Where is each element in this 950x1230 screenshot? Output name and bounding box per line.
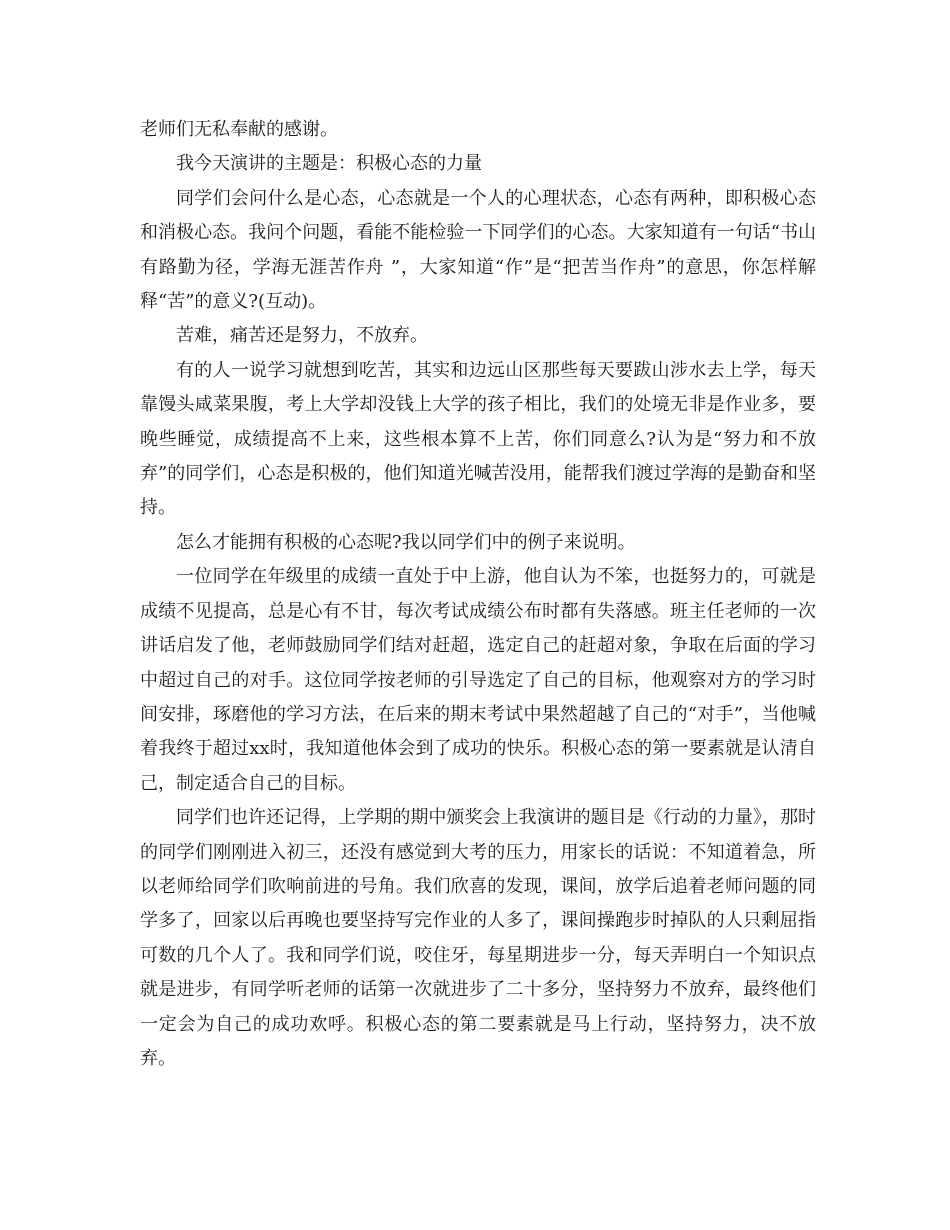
paragraph: 同学们会问什么是心态，心态就是一个人的心理状态，心态有两种，即积极心态和消极心态。我问个问题，看能不能检验一下同学们的心态。大家知道有一句话“书山有路勤为径，学海无涯苦作舟 ”，大家知道“作”是“把苦当作舟”的意思，你怎样解释“苦”的意义?(互动)。	[140, 187, 816, 313]
document-body	[140, 113, 816, 1076]
paragraph: 怎么才能拥有积极的心态呢?我以同学们中的例子来说明。	[176, 531, 636, 553]
paragraph: 老师们无私奉献的感谢。	[140, 119, 338, 140]
paragraph: 我今天演讲的主题是：积极心态的力量	[176, 153, 482, 175]
paragraph: 苦难，痛苦还是努力，不放弃。	[176, 325, 428, 347]
paragraph: 有的人一说学习就想到吃苦，其实和边远山区那些每天要跋山涉水去上学，每天靠馒头咸菜果腹，考上大学却没钱上大学的孩子相比，我们的处境无非是作业多，要晚些睡觉，成绩提高不上来，这些根本算不上苦，你们同意么?认为是“努力和不放弃”的同学们，心态是积极的，他们知道光喊苦没用，能帮我们渡过学海的是勤奋和坚持。	[140, 359, 816, 519]
paragraph: 一位同学在年级里的成绩一直处于中上游，他自认为不笨，也挺努力的，可就是成绩不见提高，总是心有不甘，每次考试成绩公布时都有失落感。班主任老师的一次讲话启发了他，老师鼓励同学们结对赶超，选定自己的赶超对象，争取在后面的学习中超过自己的对手。这位同学按老师的引导选定了自己的目标，他观察对方的学习时间安排，琢磨他的学习方法，在后来的期末考试中果然超越了自己的“对手”，当他喊着我终于超过xx时，我知道他体会到了成功的快乐。积极心态的第一要素就是认清自己，制定适合自己的目标。	[140, 566, 816, 794]
paragraph: 同学们也许还记得，上学期的期中颁奖会上我演讲的题目是《行动的力量》，那时的同学们刚刚进入初三，还没有感觉到大考的压力，用家长的话说：不知道着急，所以老师给同学们吹响前进的号角。我们欣喜的发现，课间，放学后追着老师问题的同学多了，回家以后再晚也要坚持写完作业的人多了，课间操跑步时掉队的人只剩屈指可数的几个人了。我和同学们说，咬住牙，每星期进步一分，每天弄明白一个知识点就是进步，有同学听老师的话第一次就进步了二十多分，坚持努力不放弃，最终他们一定会为自己的成功欢呼。积极心态的第二要素就是马上行动，坚持努力，决不放弃。	[140, 807, 816, 1069]
